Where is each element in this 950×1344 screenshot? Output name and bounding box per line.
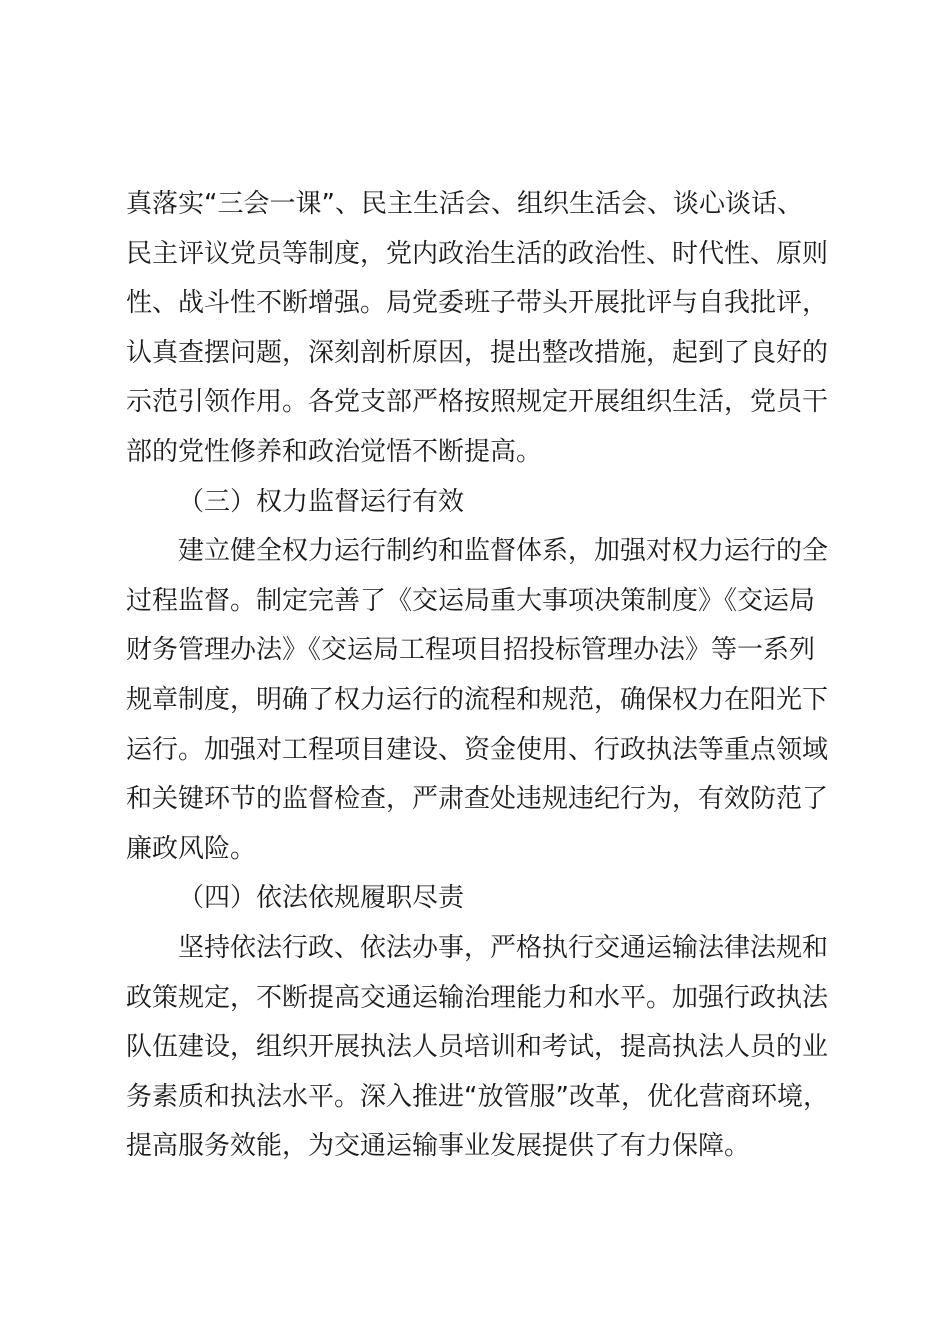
paragraph-line: 运行。加强对工程项目建设、资金使用、行政执法等重点领域 <box>126 734 829 765</box>
paragraph-line: 性、战斗性不断增强。局党委班子带头开展批评与自我批评， <box>126 288 829 319</box>
paragraph-line: 规章制度，明确了权力运行的流程和规范，确保权力在阳光下 <box>126 684 829 715</box>
section-heading-4: （四）依法依规履职尽责 <box>178 883 465 914</box>
paragraph-line: 过程监督。制定完善了《交运局重大事项决策制度》《交运局 <box>126 585 816 616</box>
paragraph-line: 民主评议党员等制度，党内政治生活的政治性、时代性、原则 <box>126 238 829 269</box>
paragraph-line: 认真查摆问题，深刻剖析原因，提出整改措施，起到了良好的 <box>126 337 829 368</box>
document-body <box>126 180 836 1172</box>
section-heading-3: （三）权力监督运行有效 <box>178 486 465 517</box>
paragraph-line: 廉政风险。 <box>126 833 257 864</box>
paragraph-line: 提高服务效能，为交通运输事业发展提供了有力保障。 <box>126 1131 751 1162</box>
paragraph-line: 队伍建设，组织开展执法人员培训和考试，提高执法人员的业 <box>126 1032 829 1063</box>
paragraph-line: 部的党性修养和政治觉悟不断提高。 <box>126 436 543 467</box>
paragraph-line: 真落实“三会一课”、民主生活会、组织生活会、谈心谈话、 <box>126 189 803 219</box>
paragraph-line: 示范引领作用。各党支部严格按照规定开展组织生活，党员干 <box>126 387 829 418</box>
paragraph-first-line: 坚持依法行政、依法办事，严格执行交通运输法律法规和 <box>178 932 829 963</box>
paragraph-line: 务素质和执法水平。深入推进“放管服”改革，优化营商环境， <box>126 1081 829 1112</box>
paragraph-line: 财务管理办法》《交运局工程项目招投标管理办法》等一系列 <box>126 635 816 666</box>
paragraph-line: 政策规定，不断提高交通运输治理能力和水平。加强行政执法 <box>126 982 829 1013</box>
paragraph-first-line: 建立健全权力运行制约和监督体系，加强对权力运行的全 <box>178 536 829 567</box>
paragraph-line: 和关键环节的监督检查，严肃查处违规违纪行为，有效防范了 <box>126 784 829 815</box>
